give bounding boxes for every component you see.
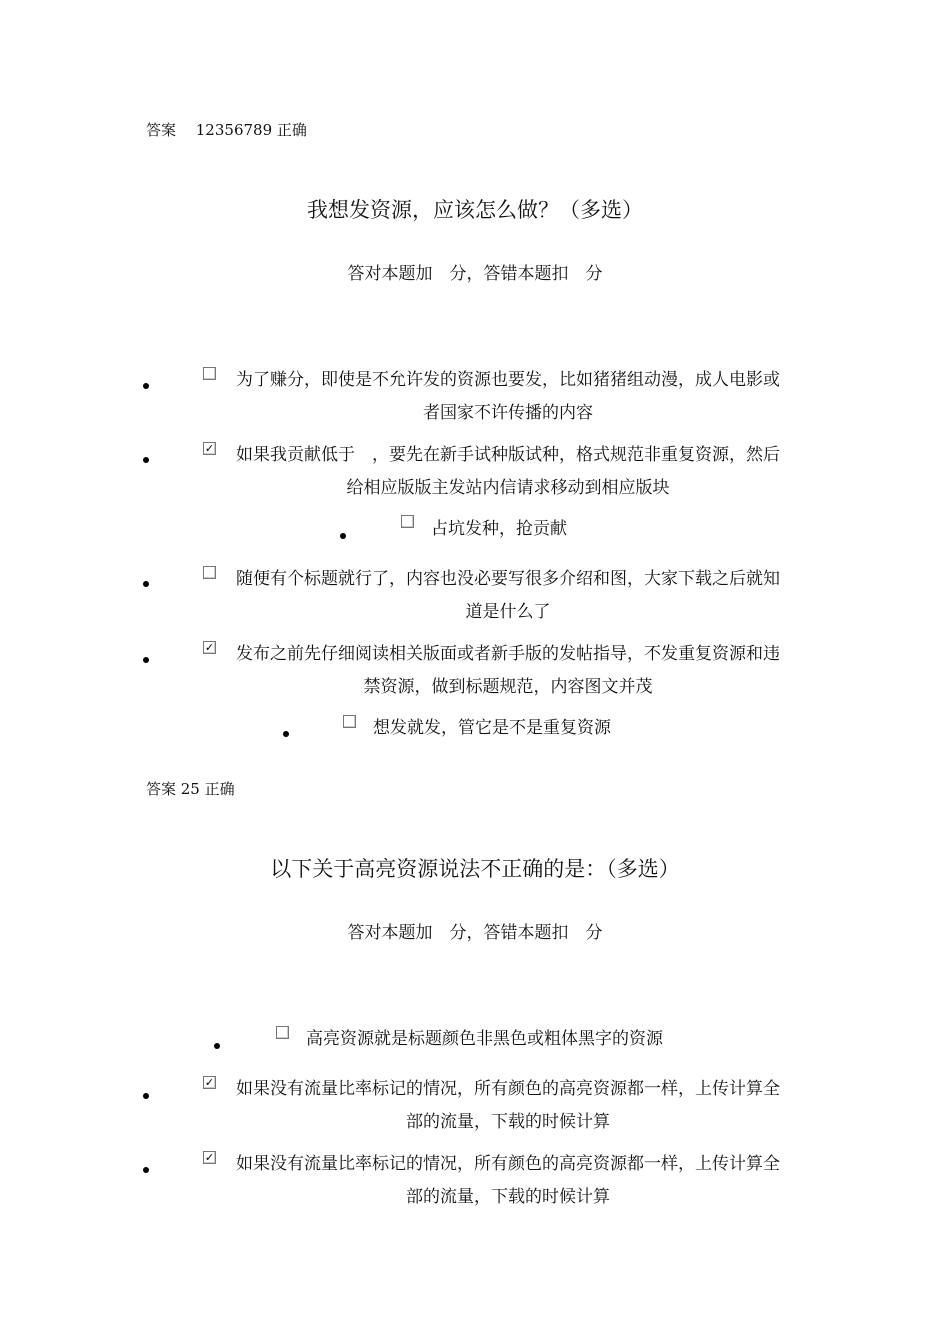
option-label: 为了赚分，即使是不允许发的资源也要发，比如猪猪组动漫，成人电影或者国家不许传播的内容 <box>236 370 780 423</box>
option-checkbox[interactable] <box>343 715 356 728</box>
option-label: 如果没有流量比率标记的情况，所有颜色的高亮资源都一样，上传计算全部的流量，下载的时候计算 <box>236 1154 780 1207</box>
question-score-rule: 答对本题加 分，答错本题扣 分 <box>347 923 603 943</box>
option-label: 发布之前先仔细阅读相关版面或者新手版的发帖指导，不发重复资源和违禁资源，做到标题规范，内容图文并茂 <box>236 644 780 697</box>
list-bullet <box>143 581 149 587</box>
list-bullet <box>143 457 149 463</box>
list-bullet <box>283 731 289 737</box>
option-checkbox[interactable] <box>401 515 414 528</box>
answer-line: 答案 12356789 正确 <box>146 121 307 139</box>
option-checkbox[interactable]: ✓ <box>204 641 215 654</box>
list-bullet <box>340 533 346 539</box>
question-title: 以下关于高亮资源说法不正确的是：（多选） <box>270 857 680 881</box>
option-checkbox[interactable] <box>203 566 216 579</box>
list-bullet <box>143 1093 149 1099</box>
option-checkbox[interactable] <box>276 1026 289 1039</box>
option-checkbox[interactable]: ✓ <box>204 442 215 455</box>
option-label: 想发就发，管它是不是重复资源 <box>373 718 611 738</box>
list-bullet <box>214 1043 220 1049</box>
list-bullet <box>143 657 149 663</box>
option-label: 如果没有流量比率标记的情况，所有颜色的高亮资源都一样，上传计算全部的流量，下载的时候计算 <box>236 1079 780 1132</box>
question-title: 我想发资源，应该怎么做？（多选） <box>307 198 643 222</box>
option-label: 高亮资源就是标题颜色非黑色或粗体黑字的资源 <box>306 1029 663 1049</box>
option-label: 如果我贡献低于 ，要先在新手试种版试种，格式规范非重复资源，然后给相应版版主发站内信请求移动到相应版块 <box>236 445 780 498</box>
option-label: 占坑发种，抢贡献 <box>431 519 567 539</box>
answer-line: 答案 25 正确 <box>146 780 235 798</box>
list-bullet <box>143 383 149 389</box>
option-label: 随便有个标题就行了，内容也没必要写很多介绍和图，大家下载之后就知道是什么了 <box>236 569 780 622</box>
question-score-rule: 答对本题加 分，答错本题扣 分 <box>347 264 603 284</box>
list-bullet <box>143 1167 149 1173</box>
option-checkbox[interactable] <box>203 367 216 380</box>
option-checkbox[interactable]: ✓ <box>204 1076 215 1089</box>
option-checkbox[interactable]: ✓ <box>204 1151 215 1164</box>
